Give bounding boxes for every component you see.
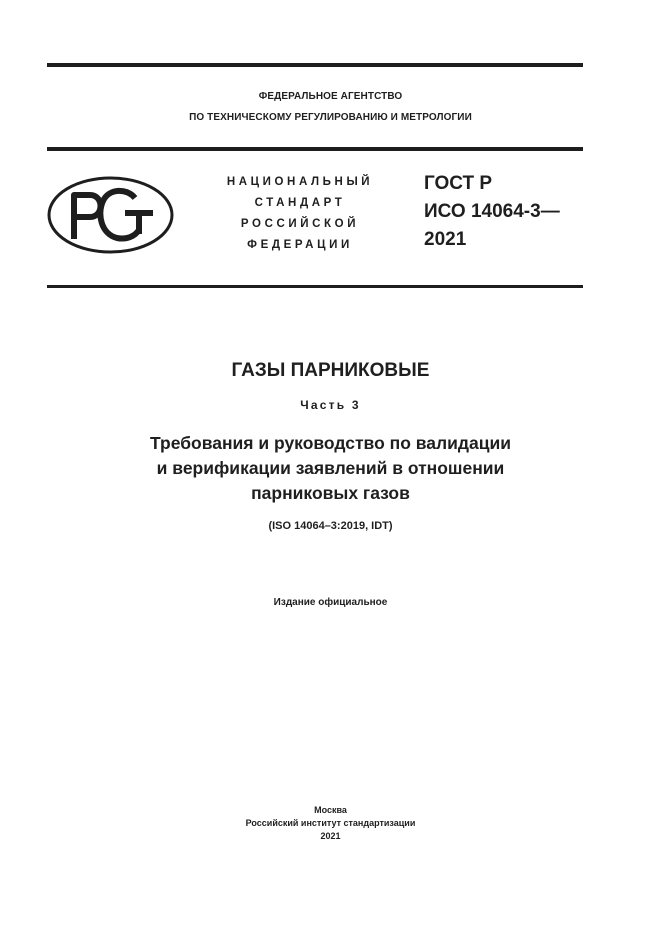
- agency-line-2: ПО ТЕХНИЧЕСКОМУ РЕГУЛИРОВАНИЮ И МЕТРОЛОГИИ: [189, 112, 472, 123]
- subtitle-line-1: Требования и руководство по валидации: [149, 433, 512, 453]
- standard-type-line-1: НАЦИОНАЛЬНЫЙ: [226, 176, 374, 188]
- standard-designation: [424, 170, 560, 254]
- iso-reference: (ISO 14064–3:2019, IDT): [268, 520, 393, 532]
- designation-line-3: 2021: [424, 229, 467, 250]
- designation-line-1: ГОСТ Р: [424, 173, 493, 194]
- document-title: ГАЗЫ ПАРНИКОВЫЕ: [231, 360, 430, 381]
- designation-line-2: ИСО 14064-3—: [424, 201, 560, 222]
- top-rule: [47, 63, 583, 67]
- publisher-year: 2021: [320, 831, 341, 841]
- standard-type-line-4: ФЕДЕРАЦИИ: [247, 239, 353, 251]
- document-subtitle: [0, 431, 661, 506]
- publisher-block: [0, 804, 661, 843]
- subtitle-line-3: парниковых газов: [251, 483, 410, 503]
- publisher-city: Москва: [314, 805, 347, 815]
- document-part: Часть 3: [300, 398, 361, 412]
- standard-type-block: [210, 172, 390, 256]
- header-rule: [47, 147, 583, 151]
- rst-certification-mark-icon: [47, 176, 174, 254]
- publisher-institute: Российский институт стандартизации: [245, 818, 416, 828]
- agency-line-1: ФЕДЕРАЛЬНОЕ АГЕНТСТВО: [258, 91, 403, 102]
- edition-label: Издание официальное: [273, 597, 388, 608]
- standard-type-line-3: РОССИЙСКОЙ: [240, 218, 360, 230]
- standard-type-line-2: СТАНДАРТ: [254, 197, 346, 209]
- designation-rule: [47, 285, 583, 288]
- subtitle-line-2: и верификации заявлений в отношении: [156, 458, 505, 478]
